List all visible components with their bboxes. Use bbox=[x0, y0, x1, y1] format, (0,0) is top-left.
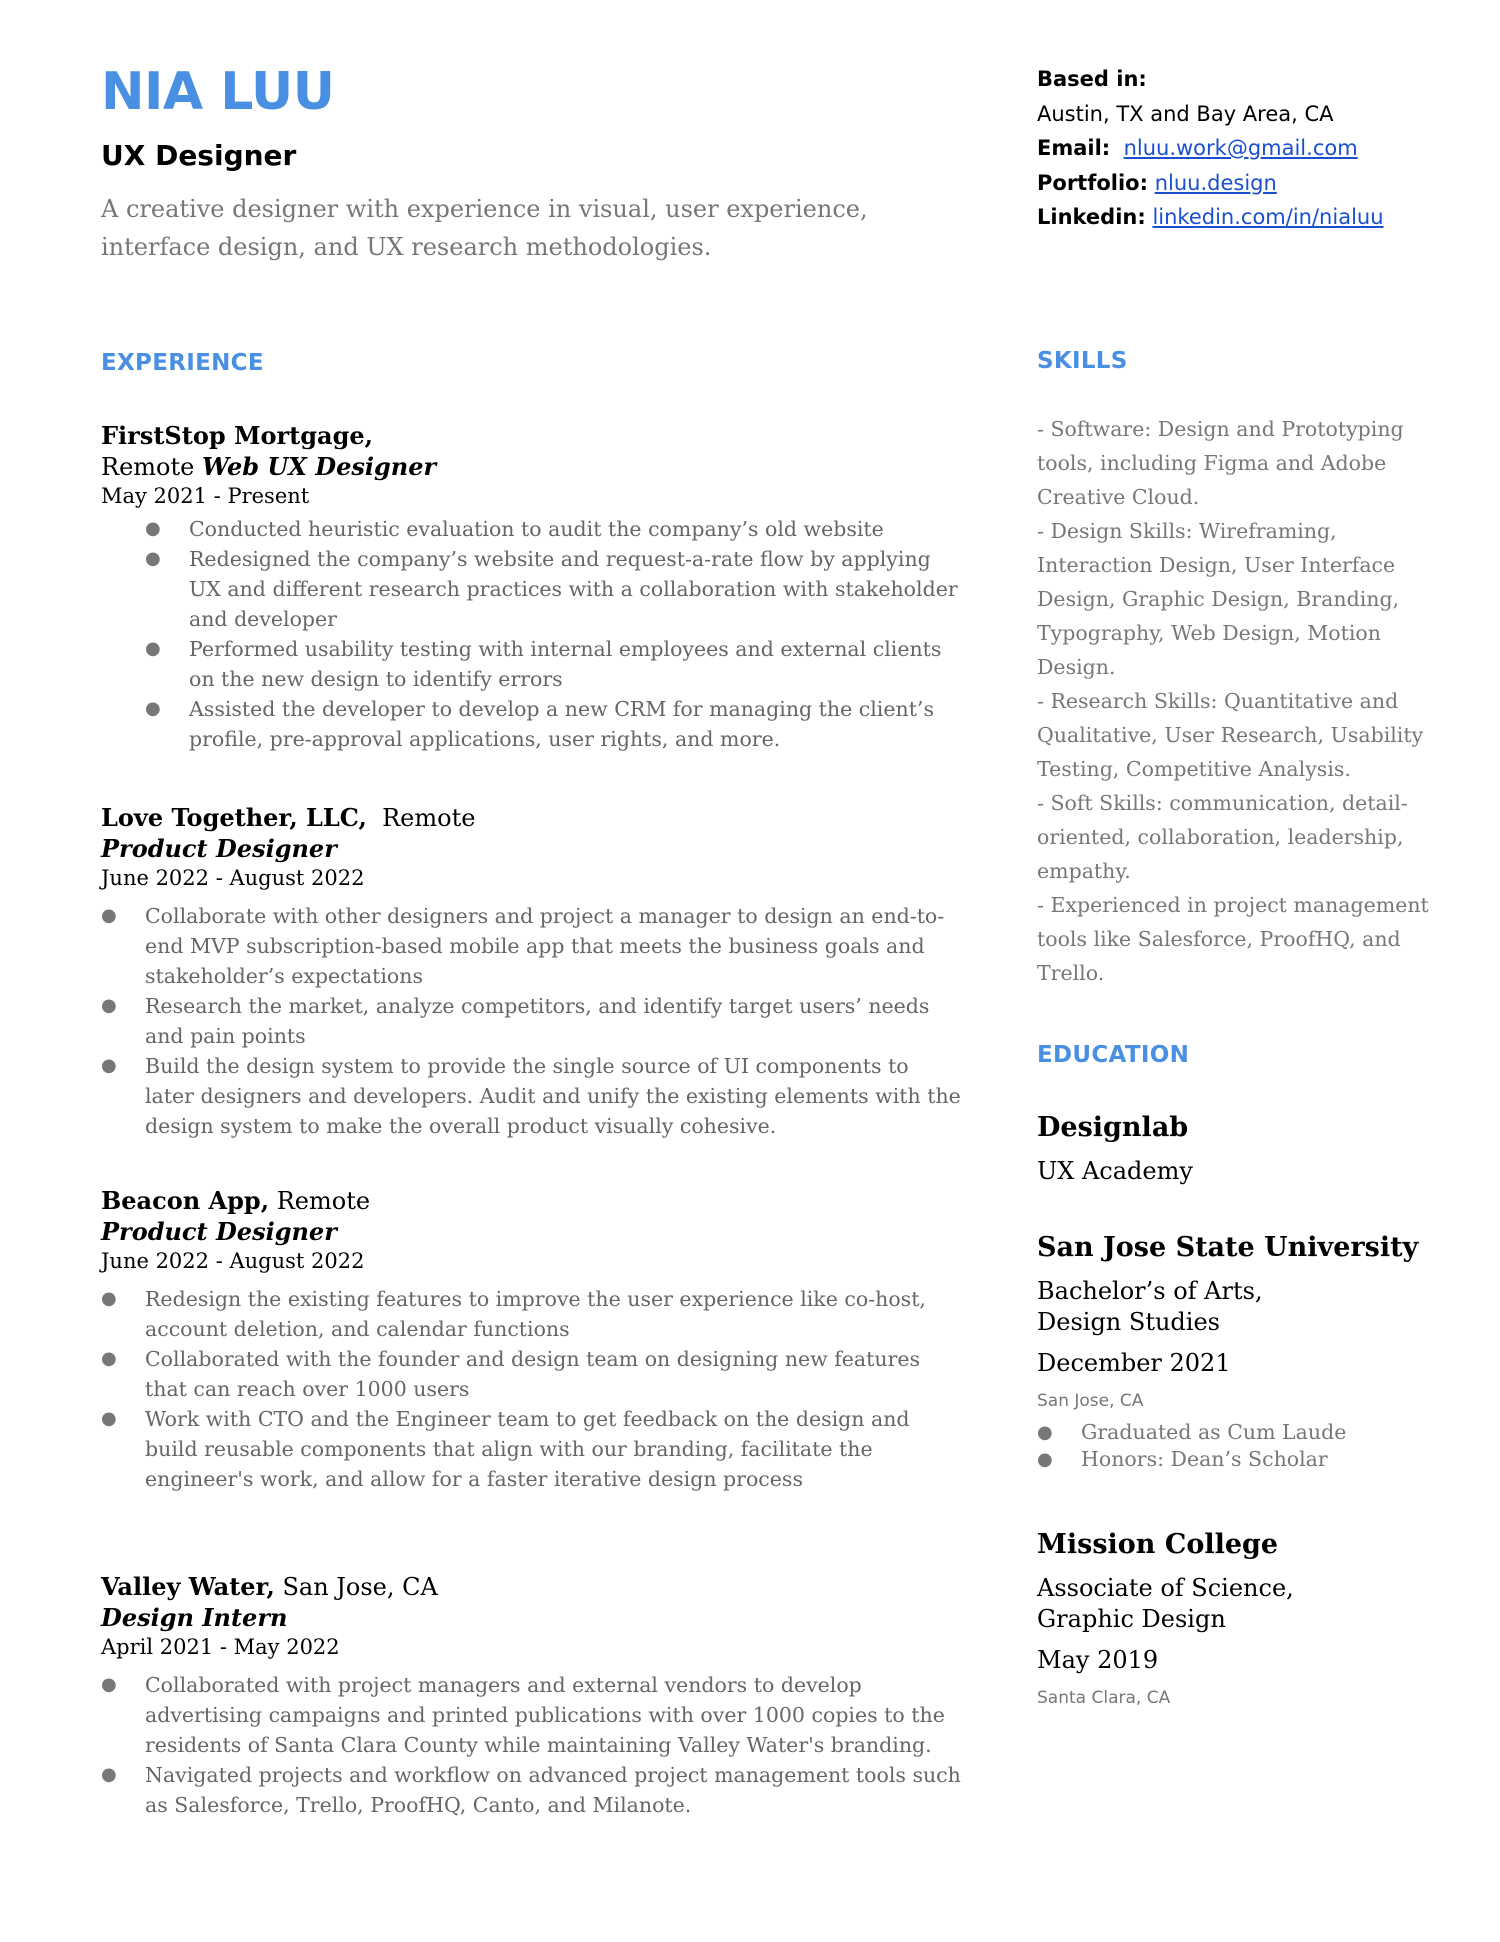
list-item: ● Research the market, analyze competitors, and identify target users’ needs and pain points bbox=[101, 991, 961, 1051]
edu-date: May 2019 bbox=[1037, 1646, 1159, 1674]
skill-item: - Research Skills: Quantitative and Qualitative, User Research, Usability Testing, Competitive Analysis. bbox=[1037, 689, 1424, 781]
skill-item: - Software: Design and Prototyping tools, including Figma and Adobe Creative Cloud. bbox=[1037, 417, 1404, 509]
skill-item: - Experienced in project management tools like Salesforce, ProofHQ, and Trello. bbox=[1037, 893, 1429, 985]
edu-date: December 2021 bbox=[1037, 1349, 1231, 1377]
list-item: ● Collaborated with the founder and design team on designing new features that can reach over 1000 users bbox=[101, 1344, 961, 1404]
summary bbox=[101, 190, 901, 266]
job-location: Remote bbox=[276, 1187, 371, 1215]
job-dates: June 2022 - August 2022 bbox=[101, 866, 365, 890]
bullet-icon: ● bbox=[145, 548, 161, 569]
job-bullets bbox=[101, 514, 961, 754]
job-location: San Jose, CA bbox=[282, 1573, 438, 1601]
education-entry bbox=[1037, 1110, 1477, 1187]
job-dates: June 2022 - August 2022 bbox=[101, 1249, 365, 1273]
email-link[interactable]: nluu.work@gmail.com bbox=[1123, 136, 1358, 160]
education-heading: EDUCATION bbox=[1037, 1042, 1190, 1068]
experience-heading: EXPERIENCE bbox=[101, 350, 264, 376]
bullet-icon: ● bbox=[101, 1288, 117, 1309]
job-bullets bbox=[101, 1670, 961, 1820]
job-role: Product Designer bbox=[101, 1217, 337, 1246]
bullet-icon: ● bbox=[101, 1055, 117, 1076]
job-entry bbox=[101, 1185, 961, 1494]
job-dates: May 2021 - Present bbox=[101, 484, 310, 508]
job-role: Web UX Designer bbox=[201, 452, 437, 481]
portfolio-link[interactable]: nluu.design bbox=[1154, 170, 1277, 195]
bullet-icon: ● bbox=[101, 1348, 117, 1369]
skills-heading: SKILLS bbox=[1037, 348, 1128, 374]
company-name: FirstStop Mortgage, bbox=[101, 421, 374, 450]
list-item: ● Collaborated with project managers and external vendors to develop advertising campaigns and printed publications with over 1000 copies to the residents of Santa Clara County while maintaining Valley Water's branding. bbox=[101, 1670, 961, 1760]
company-name: Beacon App, bbox=[101, 1186, 270, 1215]
program: Design Studies bbox=[1037, 1308, 1220, 1336]
list-item: ● Work with CTO and the Engineer team to get feedback on the design and build reusable components that align with our branding, facilitate the engineer's work, and allow for a faster iterative design process bbox=[101, 1404, 961, 1494]
job-bullets bbox=[101, 901, 961, 1141]
bullet-icon: ● bbox=[1037, 1422, 1053, 1443]
job-bullets bbox=[101, 1284, 961, 1494]
list-item: ● Redesign the existing features to improve the user experience like co-host, account deletion, and calendar functions bbox=[101, 1284, 961, 1344]
school-name: Designlab bbox=[1037, 1112, 1189, 1143]
list-item: ● Conducted heuristic evaluation to audit the company’s old website bbox=[101, 514, 961, 544]
job-entry bbox=[101, 1571, 961, 1820]
bullet-icon: ● bbox=[145, 638, 161, 659]
job-role: Design Intern bbox=[101, 1603, 288, 1632]
program: Associate of Science, bbox=[1037, 1574, 1294, 1602]
program: Graphic Design bbox=[1037, 1605, 1226, 1633]
list-item: ● Assisted the developer to develop a new CRM for managing the client’s profile, pre-approval applications, user rights, and more. bbox=[101, 694, 961, 754]
company-name: Love Together, LLC, bbox=[101, 803, 367, 832]
bullet-icon: ● bbox=[101, 905, 117, 926]
linkedin-label: Linkedin: bbox=[1037, 205, 1146, 229]
bullet-icon: ● bbox=[145, 698, 161, 719]
list-item: ● Navigated projects and workflow on advanced project management tools such as Salesforce, Trello, ProofHQ, Canto, and Milanote. bbox=[101, 1760, 961, 1820]
program: UX Academy bbox=[1037, 1157, 1193, 1185]
summary-line: A creative designer with experience in visual, user experience, bbox=[101, 195, 868, 223]
education-entry bbox=[1037, 1230, 1477, 1473]
bullet-icon: ● bbox=[101, 1764, 117, 1785]
email-label: Email: bbox=[1037, 136, 1111, 160]
school-name: San Jose State University bbox=[1037, 1232, 1419, 1263]
program: Bachelor’s of Arts, bbox=[1037, 1277, 1263, 1305]
candidate-name: NIA LUU bbox=[101, 62, 335, 122]
bullet-icon: ● bbox=[101, 1674, 117, 1695]
school-name: Mission College bbox=[1037, 1529, 1279, 1560]
job-title: UX Designer bbox=[101, 139, 297, 172]
edu-bullets bbox=[1037, 1419, 1477, 1473]
bullet-icon: ● bbox=[101, 995, 117, 1016]
bullet-icon: ● bbox=[1037, 1449, 1053, 1470]
education-entry bbox=[1037, 1527, 1477, 1710]
list-item: ● Performed usability testing with internal employees and external clients on the new design to identify errors bbox=[101, 634, 961, 694]
portfolio-label: Portfolio: bbox=[1037, 170, 1148, 195]
linkedin-link[interactable]: linkedin.com/in/nialuu bbox=[1152, 205, 1384, 229]
job-dates: April 2021 - May 2022 bbox=[101, 1635, 340, 1659]
list-item: ● Graduated as Cum Laude bbox=[1037, 1420, 1347, 1444]
based-value: Austin, TX and Bay Area, CA bbox=[1037, 101, 1334, 126]
job-entry bbox=[101, 420, 961, 754]
skill-item: - Design Skills: Wireframing, Interaction Design, User Interface Design, Graphic Design, Branding, Typography, Web Design, Motion Design. bbox=[1037, 519, 1400, 679]
bullet-icon: ● bbox=[101, 1408, 117, 1429]
job-entry bbox=[101, 802, 961, 1141]
skills-list bbox=[1037, 412, 1457, 990]
company-name: Valley Water, bbox=[101, 1572, 275, 1601]
edu-location: Santa Clara, CA bbox=[1037, 1688, 1171, 1708]
list-item: ● Build the design system to provide the single source of UI components to later designers and developers. Audit and unify the existing elements with the design system to make the overall product visually cohesive. bbox=[101, 1051, 961, 1141]
contact-block bbox=[1037, 62, 1477, 235]
job-role: Product Designer bbox=[101, 834, 337, 863]
job-location: Remote bbox=[382, 804, 476, 832]
list-item: ● Collaborate with other designers and project a manager to design an end-to-end MVP subscription-based mobile app that meets the business goals and stakeholder’s expectations bbox=[101, 901, 961, 991]
based-label: Based in: bbox=[1037, 67, 1147, 91]
skill-item: - Soft Skills: communication, detail-oriented, collaboration, leadership, empathy. bbox=[1037, 791, 1408, 883]
list-item: ● Honors: Dean’s Scholar bbox=[1037, 1447, 1328, 1471]
job-location: Remote bbox=[101, 453, 195, 481]
list-item: ● Redesigned the company’s website and request-a-rate flow by applying UX and different research practices with a collaboration with stakeholder and developer bbox=[101, 544, 961, 634]
bullet-icon: ● bbox=[145, 518, 161, 539]
edu-location: San Jose, CA bbox=[1037, 1391, 1144, 1411]
summary-line: interface design, and UX research methodologies. bbox=[101, 233, 712, 261]
